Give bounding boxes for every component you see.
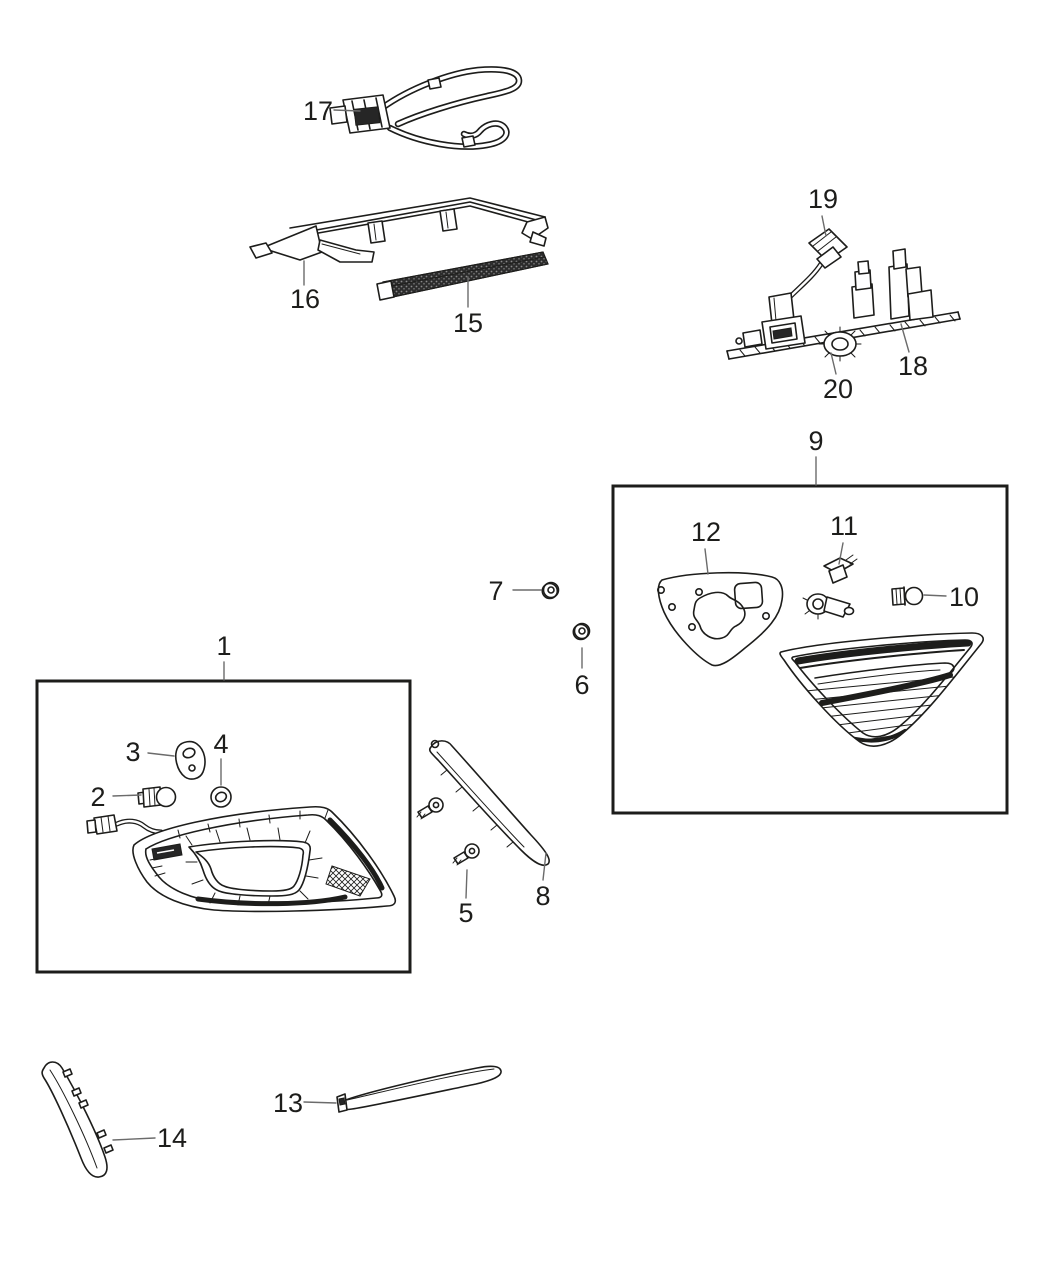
callout-label-13[interactable]: 13 — [272, 1088, 304, 1118]
callout-label-11[interactable]: 11 — [829, 511, 859, 541]
part-9-inner-tail-lamp — [780, 633, 983, 746]
part-10-bulb — [892, 587, 923, 605]
part-7-nut — [542, 583, 558, 599]
callout-14 — [113, 1123, 187, 1153]
callout-label-8[interactable]: 8 — [535, 881, 551, 911]
part-12-gasket — [658, 573, 783, 666]
callout-label-7[interactable]: 7 — [488, 576, 504, 606]
callout-5 — [458, 870, 473, 928]
part-2-bulb — [138, 787, 176, 807]
callout-15 — [453, 277, 483, 338]
callout-19 — [808, 184, 838, 236]
callout-4 — [213, 729, 228, 785]
part-4-grommet — [211, 787, 231, 807]
callout-18 — [898, 324, 928, 381]
callout-11 — [830, 511, 858, 564]
part-13-rear-reflector — [337, 1066, 501, 1112]
callout-label-19[interactable]: 19 — [807, 184, 839, 214]
callout-label-17[interactable]: 17 — [302, 96, 334, 126]
part-8-applique-trim — [430, 741, 550, 866]
callout-9 — [808, 426, 823, 485]
part-5-screws — [417, 798, 479, 865]
callout-label-18[interactable]: 18 — [897, 351, 929, 381]
callout-16 — [290, 261, 320, 314]
callout-label-4[interactable]: 4 — [213, 729, 229, 759]
callout-label-5[interactable]: 5 — [458, 898, 474, 928]
callout-label-3[interactable]: 3 — [125, 737, 141, 767]
part-14-side-reflector — [42, 1062, 113, 1177]
callout-13 — [273, 1088, 336, 1118]
part-20-lamp-socket — [819, 327, 861, 361]
callout-label-2[interactable]: 2 — [90, 782, 106, 812]
part-3-socket-retainer — [176, 742, 205, 779]
callout-10 — [924, 582, 979, 612]
part-16-stoplamp-housing — [250, 198, 548, 262]
callout-1 — [216, 631, 231, 680]
callout-6 — [574, 648, 589, 700]
part-15-stoplamp-strip — [377, 252, 548, 300]
callout-2 — [90, 782, 141, 812]
callout-20 — [823, 353, 853, 404]
part-6-nut — [573, 624, 589, 640]
part-17-wiring-harness — [330, 69, 519, 147]
callout-label-20[interactable]: 20 — [822, 374, 854, 404]
callout-label-15[interactable]: 15 — [452, 308, 484, 338]
part-1-outer-tail-lamp — [87, 807, 395, 912]
callout-7 — [488, 576, 541, 606]
callout-label-16[interactable]: 16 — [289, 284, 321, 314]
callout-label-14[interactable]: 14 — [156, 1123, 188, 1153]
part-11-bulb-sockets — [803, 555, 857, 619]
callout-label-1[interactable]: 1 — [216, 631, 232, 661]
callout-3 — [125, 737, 174, 767]
callout-label-6[interactable]: 6 — [574, 670, 590, 700]
callout-12 — [691, 517, 721, 574]
callout-label-12[interactable]: 12 — [690, 517, 722, 547]
callout-label-9[interactable]: 9 — [808, 426, 824, 456]
callout-label-10[interactable]: 10 — [948, 582, 980, 612]
